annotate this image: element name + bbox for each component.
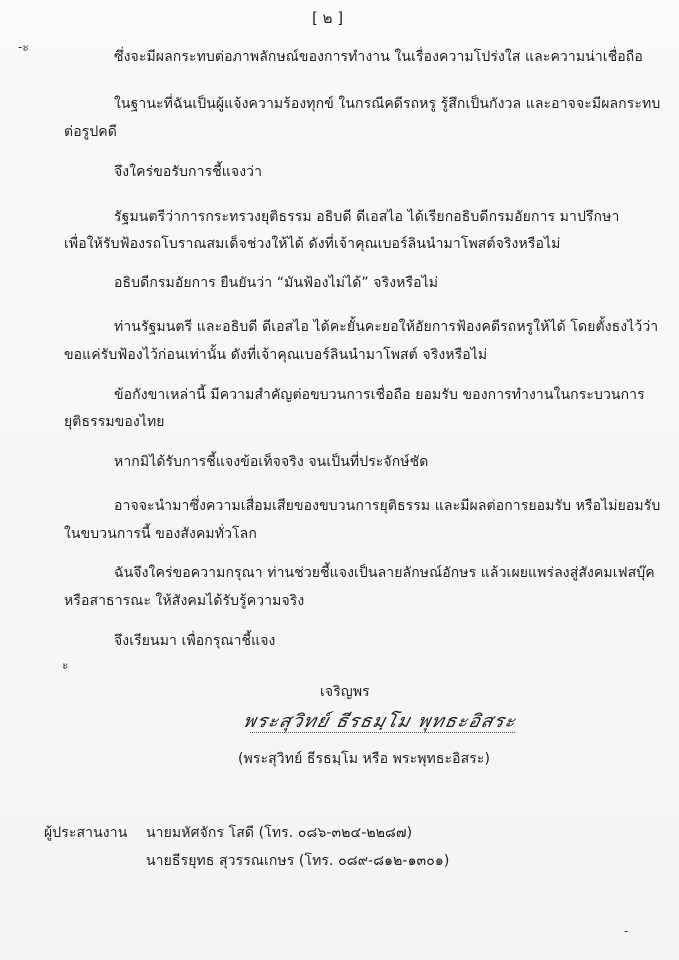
coordinator-1: นายมหัศจักร โสดี (โทร. ๐๘๖-๓๒๔-๒๒๘๗) [146, 825, 413, 841]
paragraph-9-line-1: อาจจะนำมาซึ่งความเสื่อมเสียของขบวนการยุติธรรม และมีผลต่อการยอมรับ หรือไม่ยอมรับ [114, 498, 661, 514]
page-number: [ ๒ ] [312, 9, 344, 27]
paragraph-4-line-2: เพื่อให้รับฟ้องรถโบราณสมเด็จช่วงให้ได้ ดังที่เจ้าคุณเบอร์ลินนำมาโพสต์จริงหรือไม่ [64, 236, 561, 252]
paragraph-2-line-2: ต่อรูปคดี [64, 124, 117, 140]
coordinators-label: ผู้ประสานงาน [44, 825, 128, 841]
paragraph-10-line-2: หรือสาธารณะ ให้สังคมได้รับรู้ความจริง [64, 593, 305, 609]
paragraph-11-line-1: จึงเรียนมา เพื่อกรุณาชี้แจง [114, 633, 276, 649]
margin-mark: -ะ [18, 40, 29, 54]
paragraph-7-line-1: ข้อกังขาเหล่านี้ มีความสำคัญต่อขบวนการเชื่อถือ ยอมรับ ของการทำงานในกระบวนการ [114, 387, 645, 403]
paragraph-4-line-1: รัฐมนตรีว่าการกระทรวงยุติธรรม อธิบดี ดีเอสไอ ได้เรียกอธิบดีกรมอัยการ มาปรึกษา [114, 209, 620, 225]
coordinator-2: นายธีรยุทธ สุวรรณเกษร (โทร. ๐๘๙-๘๑๒-๑๓๐๑) [146, 853, 450, 869]
corner-mark: - [624, 924, 629, 938]
paragraph-2-line-1: ในฐานะที่ฉันเป็นผู้แจ้งความร้องทุกข์ ในกรณีคดีรถหรู รู้สึกเป็นกังวล และอาจจะมีผลกระทบ [114, 96, 661, 112]
paragraph-1-line-1: ซึ่งจะมีผลกระทบต่อภาพลักษณ์ของการทำงาน ในเรื่องความโปร่งใส และความน่าเชื่อถือ [114, 49, 643, 65]
paragraph-6-line-2: ขอแค่รับฟ้องไว้ก่อนเท่านั้น ดังที่เจ้าคุณเบอร์ลินนำมาโพสต์ จริงหรือไม่ [64, 347, 488, 363]
signer-name: (พระสุวิทย์ ธีรธมฺโม หรือ พระพุทธะอิสระ) [238, 751, 491, 767]
signature [241, 706, 540, 740]
signature-line [250, 732, 515, 734]
paragraph-9-line-2: ในขบวนการนี้ ของสังคมทั่วโลก [64, 526, 257, 542]
paragraph-8-line-1: หากมิได้รับการชี้แจงข้อเท็จจริง จนเป็นที่ประจักษ์ชัด [114, 454, 429, 470]
closing: เจริญพร [320, 684, 370, 700]
paragraph-3-line-1: จึงใคร่ขอรับการชี้แจงว่า [114, 164, 263, 180]
signature-script: พระสุวิทย์ ธีรธมฺโม พุทธะอิสระ [241, 711, 519, 732]
margin-dot: ะ [62, 658, 69, 672]
paragraph-10-line-1: ฉันจึงใคร่ขอความกรุณา ท่านช่วยชี้แจงเป็นลายลักษณ์อักษร แล้วเผยแพร่ลงสู่สังคมเฟสบุ๊ค [114, 565, 655, 581]
paragraph-7-line-2: ยุติธรรมของไทย [64, 414, 165, 430]
paragraph-6-line-1: ท่านรัฐมนตรี และอธิบดี ดีเอสไอ ได้คะยั้นคะยอให้อัยการฟ้องคดีรถหรูให้ได้ โดยตั้งธงไว้ว่า [114, 319, 659, 335]
paragraph-5-line-1: อธิบดีกรมอัยการ ยืนยันว่า “มันฟ้องไม่ได้” จริงหรือไม่ [114, 275, 439, 291]
